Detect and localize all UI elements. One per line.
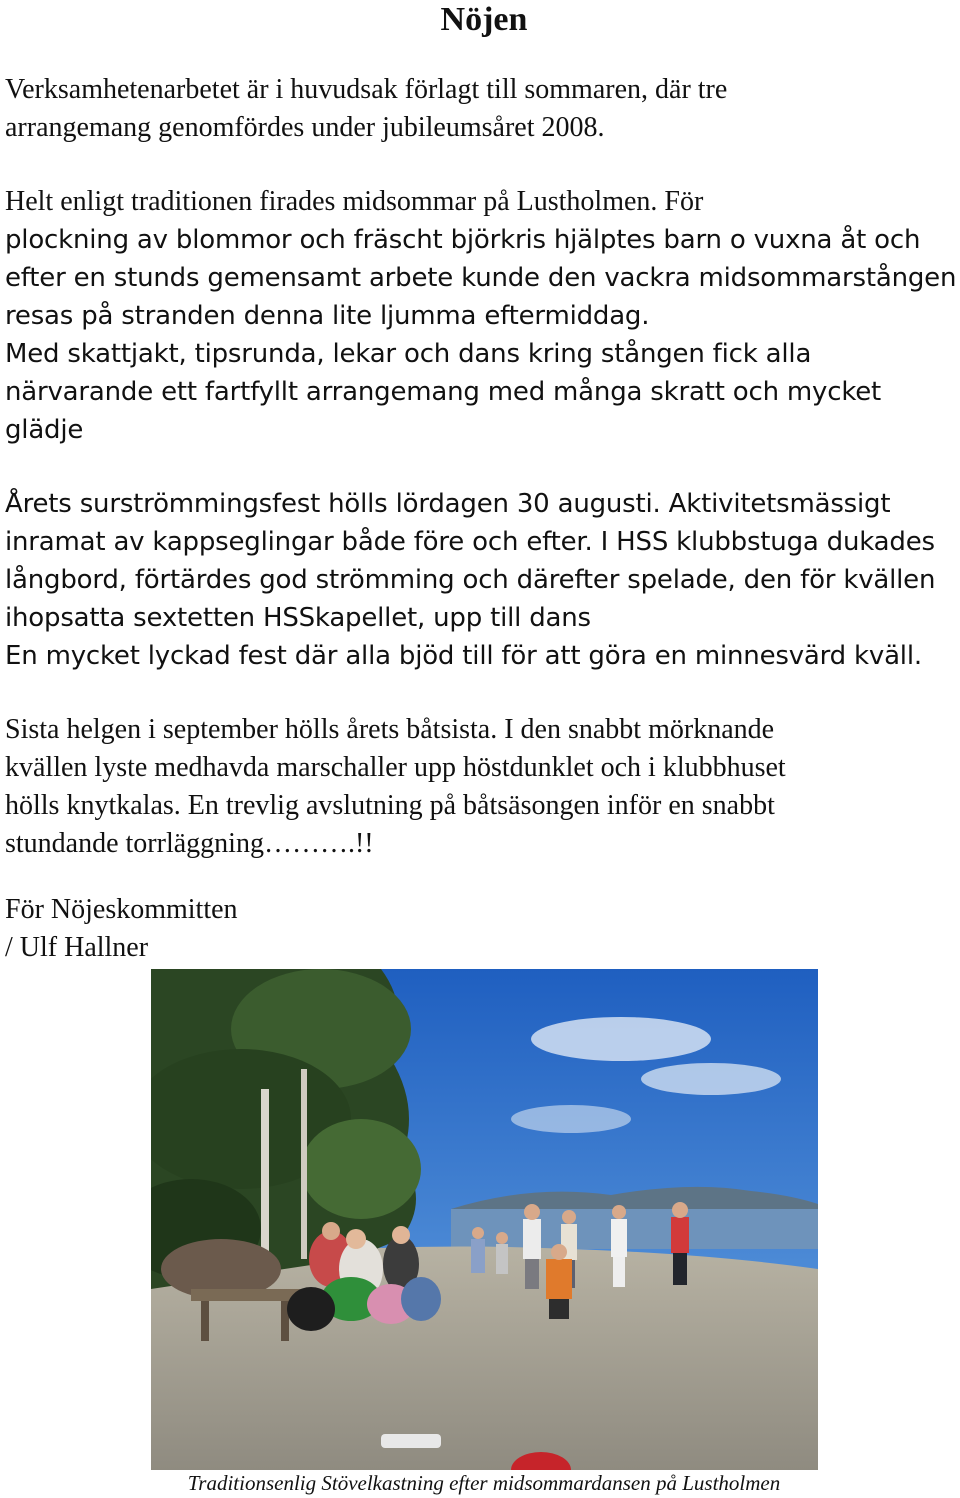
paragraph-surstromming — [5, 485, 960, 675]
text-line: Verksamhetenarbetet är i huvudsak förlagt till sommaren, där tre — [5, 74, 728, 105]
signature-committee: För Nöjeskommitten — [5, 894, 238, 925]
text-line: inramat av kappseglingar både före och efter. I HSS klubbstuga dukades — [5, 527, 935, 557]
text-line: plockning av blommor och fräscht björkris hjälptes barn o vuxna åt och — [5, 225, 921, 255]
page-title: Nöjen — [440, 1, 528, 38]
text-line: stundande torrläggning……….!! — [5, 828, 374, 859]
text-line: Sista helgen i september hölls årets båtsista. I den snabbt mörknande — [5, 714, 775, 745]
signature — [5, 891, 960, 967]
text-line: En mycket lyckad fest där alla bjöd till för att göra en minnesvärd kväll. — [5, 641, 922, 671]
text-line: ihopsatta sextetten HSSkapellet, upp till dans — [5, 603, 591, 633]
article-body — [5, 71, 960, 967]
text-line: Årets surströmmingsfest hölls lördagen 30 augusti. Aktivitetsmässigt — [5, 489, 891, 519]
text-line: hölls knytkalas. En trevlig avslutning på båtsäsongen inför en snabbt — [5, 790, 775, 821]
paragraph-midsommar — [5, 183, 960, 449]
text-line: glädje — [5, 415, 84, 445]
text-line: långbord, förtärdes god strömming och därefter spelade, den för kvällen — [5, 565, 936, 595]
text-line: Med skattjakt, tipsrunda, lekar och dans kring stången fick alla — [5, 339, 812, 369]
beach-photo — [151, 969, 818, 1470]
text-line: kvällen lyste medhavda marschaller upp höstdunklet och i klubbhuset — [5, 752, 786, 783]
text-line: Helt enligt traditionen firades midsommar på Lustholmen. För — [5, 186, 704, 217]
paragraph-batsista — [5, 711, 960, 863]
photo-caption: Traditionsenlig Stövelkastning efter midsommardansen på Lustholmen — [187, 1471, 781, 1495]
paragraph-intro — [5, 71, 960, 147]
text-line: resas på stranden denna lite ljumma eftermiddag. — [5, 301, 650, 331]
text-line: närvarande ett fartfyllt arrangemang med många skratt och mycket — [5, 377, 882, 407]
text-line: arrangemang genomfördes under jubileumsåret 2008. — [5, 112, 605, 143]
text-line: efter en stunds gemensamt arbete kunde den vackra midsommarstången — [5, 263, 957, 293]
signature-author: / Ulf Hallner — [5, 932, 149, 963]
